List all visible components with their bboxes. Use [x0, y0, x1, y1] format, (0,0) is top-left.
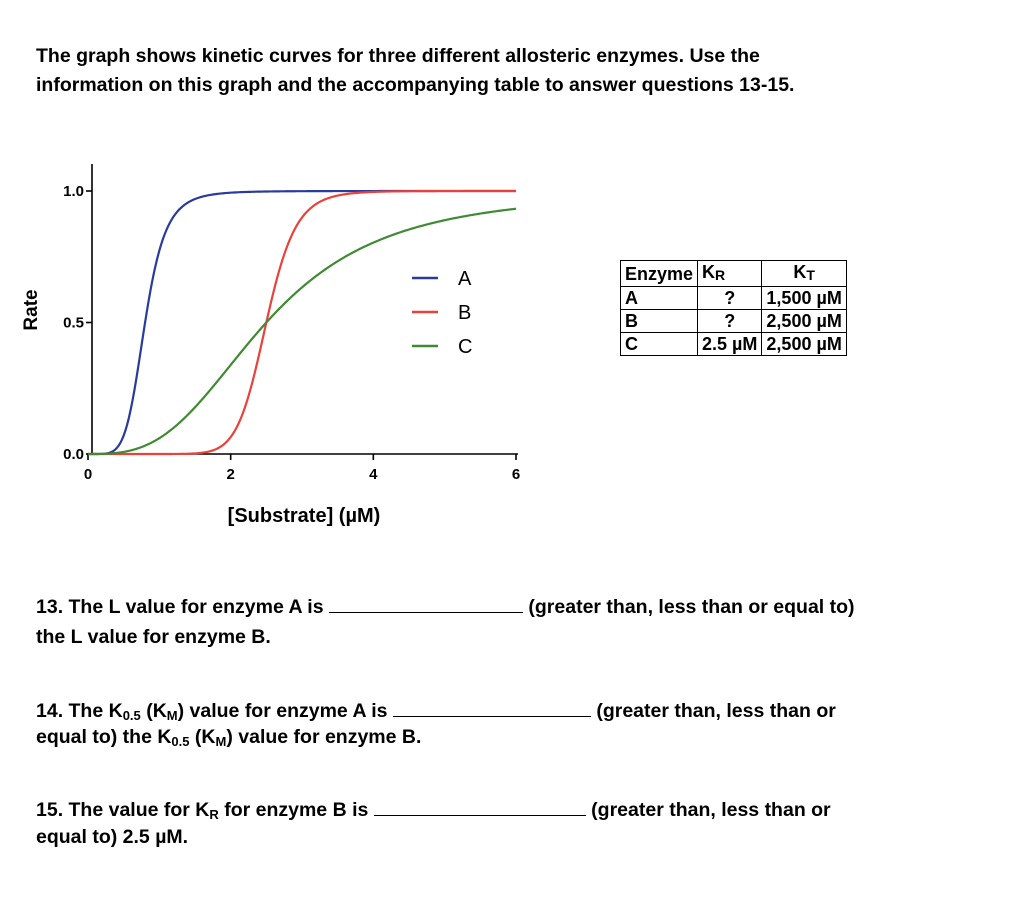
x-tick-label: 2: [226, 466, 235, 483]
header-kt: [762, 261, 846, 287]
legend-label-b: B: [458, 302, 472, 324]
q14-answer-blank[interactable]: [393, 698, 591, 717]
table-header-row: [621, 261, 847, 287]
legend-label-a: A: [458, 268, 472, 290]
y-tick-label: 0.5: [63, 314, 84, 332]
q14-text-e: equal to) the K: [36, 726, 172, 748]
q13-options: (greater than, less than or equal to): [528, 596, 855, 618]
table-row: [621, 333, 847, 356]
q15-text-b: for enzyme B is: [218, 799, 369, 821]
cell-kr: 2.5 µM: [698, 333, 762, 356]
header-kr-main: K: [702, 262, 716, 282]
q14-options: (greater than, less than or: [596, 700, 836, 722]
intro-text: [36, 42, 936, 100]
series-line-b: [88, 191, 516, 454]
x-tick-label: 4: [369, 466, 378, 483]
cell-kt: 1,500 µM: [762, 287, 846, 310]
chart-legend: [412, 268, 472, 358]
q14-sub-e: 0.5: [171, 734, 190, 749]
question-13: [36, 594, 855, 621]
x-axis-label: [Substrate] (µM): [227, 505, 381, 527]
header-kt-sub: T: [806, 267, 815, 283]
q14-text-c: ) value for enzyme A is: [177, 700, 388, 722]
header-kr: [698, 261, 762, 287]
cell-kt: 2,500 µM: [762, 333, 846, 356]
chart-series: [88, 191, 516, 454]
q14-text-a: 14. The K: [36, 700, 123, 722]
series-line-c: [88, 209, 516, 454]
q13-line-2: the L value for enzyme B.: [36, 626, 271, 648]
y-tick-label: 1.0: [63, 183, 84, 200]
table-row: [621, 310, 847, 333]
q14-sub-a: 0.5: [122, 708, 141, 723]
chart-axes: [21, 164, 520, 527]
q14-sub-b: M: [166, 708, 178, 723]
legend-label-c: C: [458, 336, 473, 358]
enzyme-constants-table: [620, 260, 847, 356]
header-enzyme: Enzyme: [621, 261, 698, 287]
y-tick-label: 0.0: [63, 446, 84, 463]
q13-answer-blank[interactable]: [329, 594, 523, 613]
q14-line-2: [36, 724, 421, 755]
q15-sub-a: R: [209, 807, 219, 822]
x-tick-label: 0: [83, 466, 93, 483]
series-line-a: [88, 191, 516, 454]
q13-prompt: 13. The L value for enzyme A is: [36, 596, 324, 618]
cell-enzyme: A: [621, 287, 698, 310]
q14-sub-f: M: [215, 734, 227, 749]
x-tick-label: 6: [511, 466, 521, 483]
table-row: [621, 287, 847, 310]
q15-line-2: equal to) 2.5 µM.: [36, 826, 189, 848]
header-kr-sub: R: [715, 267, 726, 283]
cell-kt: 2,500 µM: [762, 310, 846, 333]
q15-options: (greater than, less than or: [591, 799, 831, 821]
q14-text-b: (K: [140, 700, 167, 722]
q15-text-a: 15. The value for K: [36, 799, 210, 821]
cell-enzyme: C: [621, 333, 698, 356]
q15-answer-blank[interactable]: [374, 797, 586, 816]
kinetics-chart: [0, 150, 580, 550]
y-axis-label: Rate: [21, 289, 42, 331]
cell-kr: ?: [698, 310, 762, 333]
q14-text-g: ) value for enzyme B.: [226, 726, 422, 748]
cell-enzyme: B: [621, 310, 698, 333]
header-kt-main: K: [793, 262, 807, 282]
q14-text-f: (K: [189, 726, 216, 748]
intro-line-1: The graph shows kinetic curves for three different allosteric enzymes. Use the: [36, 45, 760, 67]
cell-kr: ?: [698, 287, 762, 310]
intro-line-2: information on this graph and the accompanying table to answer questions 13-15.: [36, 74, 795, 96]
